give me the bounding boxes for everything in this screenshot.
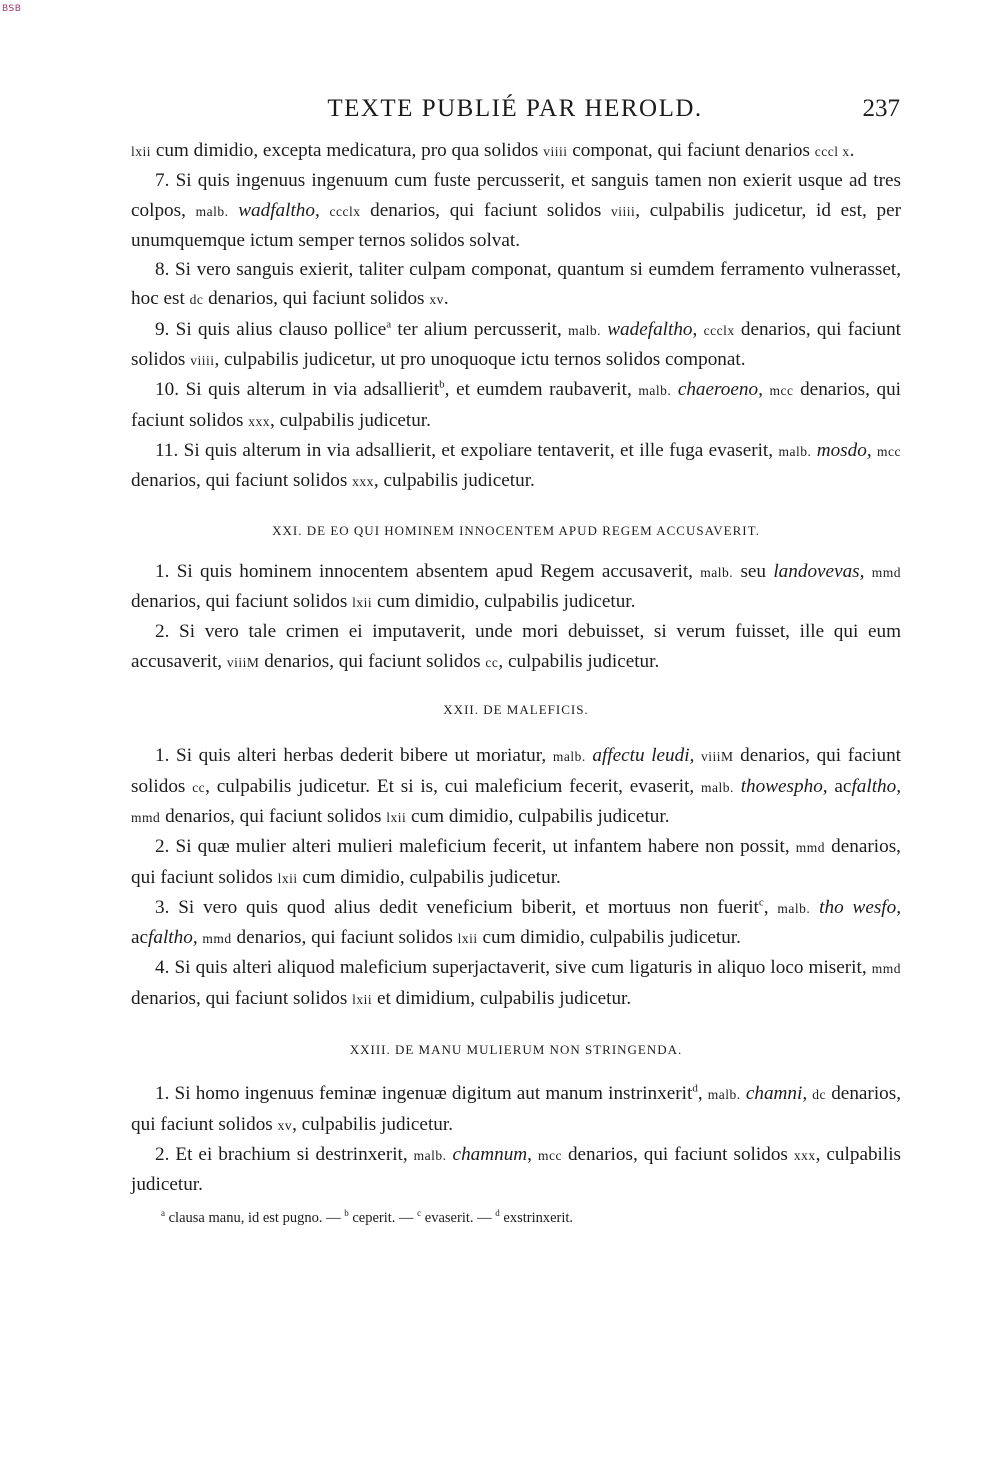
numeral: mmd [202, 931, 232, 947]
footnote-mark: d [495, 1207, 500, 1218]
paragraph-11 [131, 436, 901, 497]
malberg-gloss-marker: malb. [700, 564, 734, 580]
numeral: mcc [769, 383, 794, 399]
text-run: 9. Si quis alius clauso pollice [155, 318, 387, 340]
watermark-label: BSB [2, 4, 22, 14]
malberg-gloss-marker: malb. [638, 383, 672, 399]
paragraph-7 [131, 166, 901, 255]
paragraph-continuation [131, 136, 901, 166]
malberg-gloss-marker: malb. [701, 779, 734, 795]
paragraph-xxii-1 [131, 741, 901, 832]
footnote-text: evaserit. — [421, 1209, 496, 1226]
paragraph-xxii-4 [131, 953, 901, 1014]
malberg-gloss: wadefaltho [607, 318, 693, 340]
text-run: , culpabilis judicetur, id est, per unumquemque ictum semper ternos solidos solvat. [131, 199, 901, 251]
footnote-mark: c [417, 1207, 422, 1218]
text-run: 1. Si quis hominem innocentem absentem apud Regem accusaverit, [155, 560, 701, 582]
numeral: mcc [877, 443, 902, 459]
text-run: denarios, qui faciunt solidos [131, 379, 901, 431]
footnote-text: ceperit. — [348, 1209, 418, 1226]
footnote-ref[interactable]: c [758, 896, 764, 909]
footnote-mark: a [161, 1207, 165, 1218]
text-run: , culpabilis judicetur. Et si is, cui maleficium fecerit, evaserit, [205, 775, 702, 797]
numeral: lxii [352, 991, 373, 1007]
numeral: viiii [543, 144, 568, 159]
malberg-gloss: wadfaltho, [238, 199, 320, 221]
malberg-gloss-marker: malb. [777, 900, 811, 916]
numeral: dc [812, 1087, 827, 1103]
paragraph-xxii-3 [131, 893, 901, 954]
numeral: viiiM [701, 749, 734, 765]
page-body [131, 136, 901, 1228]
numeral: mmd [871, 961, 901, 977]
text-run: , culpabilis judicetur, ut pro unoquoque ictu ternos solidos componat. [214, 349, 746, 371]
text-run: ac [827, 775, 852, 797]
text-run: . [443, 288, 449, 310]
paragraph-xxi-2 [131, 617, 901, 677]
numeral: xxx [248, 413, 270, 429]
text-run: , culpabilis judicetur. [498, 650, 660, 672]
numeral: lxii [457, 931, 478, 947]
paragraph-10 [131, 375, 901, 436]
text-run: denarios, qui faciunt solidos [131, 591, 353, 613]
text-run: cum dimidio, culpabilis judicetur. [477, 927, 741, 949]
text-run: , [763, 896, 778, 918]
page-number: 237 [862, 95, 900, 122]
footnote-text: exstrinxerit. [499, 1209, 574, 1226]
text-run: , culpabilis judicetur. [270, 409, 431, 431]
malberg-gloss-marker: malb. [552, 749, 586, 765]
text-run: 1. Si homo ingenuus feminæ ingenuæ digitum aut manum instrinxerit [155, 1083, 693, 1105]
numeral: lxii [352, 595, 373, 611]
numeral: cc [485, 654, 499, 670]
text-run: denarios, qui faciunt solidos [203, 288, 430, 310]
section-title-xxiii: XXIII. DE MANU MULIERUM NON STRINGENDA. [349, 1042, 683, 1058]
numeral: cc [192, 779, 206, 795]
text-run: 2. Si vero tale crimen ei imputaverit, unde mori debuisset, si verum fuisset, ille qui eum accusaverit, [131, 621, 901, 672]
malberg-gloss-marker: malb. [568, 322, 601, 338]
numeral: viiii [611, 203, 636, 219]
paragraph-xxi-1 [131, 557, 901, 618]
numeral: mmd [131, 809, 161, 825]
numeral: xv [277, 1117, 293, 1133]
text-run: , culpabilis judicetur. [292, 1113, 453, 1135]
text-run: 11. Si quis alterum in via adsallierit, et expoliare tentaverit, et ille fuga evaserit, [155, 439, 779, 461]
malberg-gloss-marker: malb. [778, 443, 812, 459]
text-run: denarios, qui faciunt solidos [131, 987, 353, 1009]
section-title-xxi: XXI. DE EO QUI HOMINEM INNOCENTEM APUD REGEM ACCUSAVERIT. [272, 522, 760, 538]
numeral: cccl x [814, 144, 850, 159]
paragraph-xxiii-2 [131, 1140, 901, 1200]
malberg-gloss: chaeroeno, [677, 379, 763, 401]
text-run: componat, qui faciunt denarios [567, 140, 815, 161]
malberg-gloss-marker: malb. [413, 1147, 447, 1163]
text-run: denarios, qui faciunt solidos [131, 1083, 902, 1135]
numeral: lxii [131, 144, 152, 159]
text-run: 7. Si quis ingenuus ingenuum cum fuste percusserit, et sanguis tamen non exierit usque ad tres colpos, [131, 170, 901, 221]
numeral: mcc [537, 1147, 562, 1163]
numeral: xv [429, 292, 444, 308]
malberg-gloss-marker: malb. [195, 203, 229, 219]
text-run: ac [131, 927, 149, 949]
text-run: cum dimidio, culpabilis judicetur. [372, 591, 636, 613]
numeral: viiiM [226, 654, 260, 670]
text-run: denarios, qui faciunt solidos [360, 199, 611, 221]
text-run: cum dimidio, culpabilis judicetur. [297, 866, 561, 888]
numeral: lxii [386, 809, 407, 825]
footnote-text: clausa manu, id est pugno. — [165, 1209, 345, 1226]
text-run: ter alium percusserit, [391, 318, 569, 340]
numeral: lxii [277, 870, 298, 886]
numeral: dc [189, 292, 204, 308]
malberg-gloss: faltho, [148, 927, 198, 949]
footnote-ref[interactable]: d [692, 1082, 698, 1095]
text-run: denarios, qui faciunt solidos [131, 318, 901, 371]
text-run: 1. Si quis alteri herbas dederit bibere ut moriatur, [155, 745, 553, 767]
text-run: seu [733, 560, 774, 582]
footnote-ref[interactable]: a [386, 318, 392, 331]
malberg-gloss: thowespho, [740, 775, 828, 797]
text-run: , culpabilis judicetur. [131, 1143, 902, 1196]
text-run: 3. Si vero quis quod alius dedit veneficium biberit, et mortuus non fuerit [155, 896, 759, 918]
text-run: 2. Si quæ mulier alteri mulieri maleficium fecerit, ut infantem habere non possit, [155, 836, 796, 858]
page-title: TEXTE PUBLIÉ PAR HEROLD. [327, 95, 703, 122]
numeral: ccclx [329, 203, 361, 219]
text-run: , culpabilis judicetur. [373, 470, 535, 492]
malberg-gloss: affectu leudi, [592, 745, 695, 767]
malberg-gloss: mosdo, [816, 439, 872, 461]
text-run: , et eumdem raubaverit, [444, 379, 639, 401]
numeral: ccclx [703, 322, 735, 338]
numeral: mmd [871, 564, 902, 580]
text-run: . [849, 140, 855, 161]
numeral: xxx [793, 1147, 816, 1163]
footnotes [131, 1208, 901, 1228]
text-run: denarios, qui faciunt solidos [259, 650, 486, 672]
paragraph-9 [131, 315, 901, 376]
text-run: denarios, qui faciunt solidos [131, 836, 901, 888]
text-run: denarios, qui faciunt solidos [160, 805, 387, 827]
malberg-gloss: chamnum, [452, 1143, 532, 1165]
section-title-xxii: XXII. DE MALEFICIS. [443, 702, 589, 718]
malberg-gloss: chamni, [745, 1083, 808, 1105]
numeral: viiii [190, 353, 215, 369]
text-run: denarios, qui faciunt solidos [561, 1143, 794, 1165]
numeral: xxx [352, 474, 374, 490]
text-run: 10. Si quis alterum in via adsallierit [155, 379, 440, 401]
text-run: denarios, qui faciunt solidos [131, 745, 902, 797]
paragraph-xxii-2 [131, 832, 901, 893]
text-run: 2. Et ei brachium si destrinxerit, [155, 1143, 414, 1165]
running-head [130, 95, 900, 125]
text-run: denarios, qui faciunt solidos [231, 927, 458, 949]
text-run: et dimidium, culpabilis judicetur. [372, 987, 632, 1009]
malberg-gloss: landovevas, [773, 560, 865, 582]
numeral: mmd [795, 840, 826, 856]
malberg-gloss: tho wesfo, [819, 896, 902, 918]
footnote-ref[interactable]: b [439, 378, 445, 391]
text-run: cum dimidio, excepta medicatura, pro qua solidos [151, 140, 544, 161]
text-run: 4. Si quis alteri aliquod maleficium superjactaverit, sive cum ligaturis in aliquo loco miserit, [155, 957, 872, 979]
text-run: denarios, qui faciunt solidos [131, 470, 353, 492]
paragraph-xxiii-1 [131, 1079, 901, 1140]
text-run: , [692, 318, 704, 340]
paragraph-8 [131, 255, 901, 315]
text-run: cum dimidio, culpabilis judicetur. [406, 805, 670, 827]
malberg-gloss: faltho, [851, 775, 902, 797]
footnote-mark: b [344, 1207, 349, 1218]
malberg-gloss-marker: malb. [707, 1087, 741, 1103]
text-run: 8. Si vero sanguis exierit, taliter culpam componat, quantum si eumdem ferramento vulnerasset, hoc est [131, 259, 901, 310]
text-run: , [697, 1083, 708, 1105]
